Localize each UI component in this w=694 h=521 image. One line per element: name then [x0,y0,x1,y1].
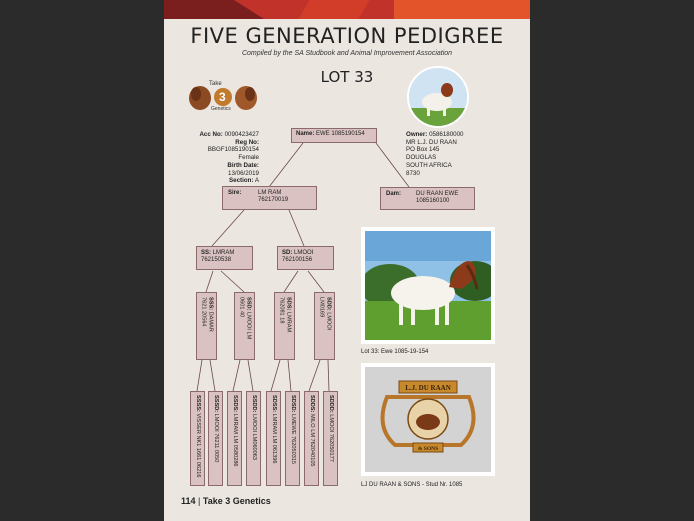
stud-logo-sons: & SONS [417,446,439,452]
animal-details: Acc No: 0090423427 Reg No: BBGF1085190154 Female Birth Date: 13/06/2019 Section: A [199,131,259,185]
sddd-box: SDDD: LMOOI 762050177 [323,391,338,486]
logo-genetics: Genetics [211,106,231,112]
photo-caption: Lot 33: Ewe 1085-19-154 [361,349,429,355]
catalogue-page [164,0,530,521]
dam-box: Dam: DU RAAN EWE 1085160100 [380,187,475,210]
goat-photo [365,231,491,340]
sdsd-box: SDSD: LMEWE 762050315 [285,391,300,486]
stud-logo [365,367,491,472]
sds-box: SDS: LMRAM 762081 18 [274,292,295,360]
ssss-box: SSSS: VISSER NK1 1661 06216 [190,391,205,486]
ssdd-box: SSDD: LMOOI LM060063 [246,391,261,486]
stud-logo-frame [361,363,495,476]
animal-name-box: Name: EWE 1085190154 [291,128,377,143]
sdd-box: SDD: LMOOI LM0169 [314,292,335,360]
sss-box: SSS: DAMAR 7621 20564 [196,292,217,360]
ssd-box: SSD: LMOOI LM 0601 40 [234,292,255,360]
footer-text: Take 3 Genetics [202,496,271,506]
page-title: FIVE GENERATION PEDIGREE [190,24,504,48]
owner-details: Owner: 0586180000 MR L.J. DU RAAN PO Box 145 DOUGLAS SOUTH AFRICA 8730 [406,131,464,177]
page-footer: 114 | Take 3 Genetics [181,496,271,506]
page-number: 114 [181,496,196,506]
ssds-box: SSDS: LMRAM LM 0580286 [227,391,242,486]
goat-photo-frame [361,227,495,344]
logo-number: 3 [219,90,226,104]
ss-box: SS: LMRAM 762150538 [196,246,253,270]
stud-caption: LJ DU RAAN & SONS - Stud Nr. 1085 [361,482,463,488]
stud-logo-name: L.J. DU RAAN [405,384,451,392]
sire-box: Sire: LM RAM 762170019 [222,186,317,210]
sdss-box: SDSS: LMRAM LM 061396 [266,391,281,486]
sd-box: SD: LMOOI 762100156 [277,246,334,270]
sssd-box: SSSD: LMOOI 76211 0050 [208,391,223,486]
lot-number: LOT 33 [320,68,374,86]
logo-take: Take [209,81,222,87]
page-subtitle: Compiled by the SA Studbook and Animal Improvement Association [241,50,453,57]
sdds-box: SDDS: MILO LM 762040105 [304,391,319,486]
